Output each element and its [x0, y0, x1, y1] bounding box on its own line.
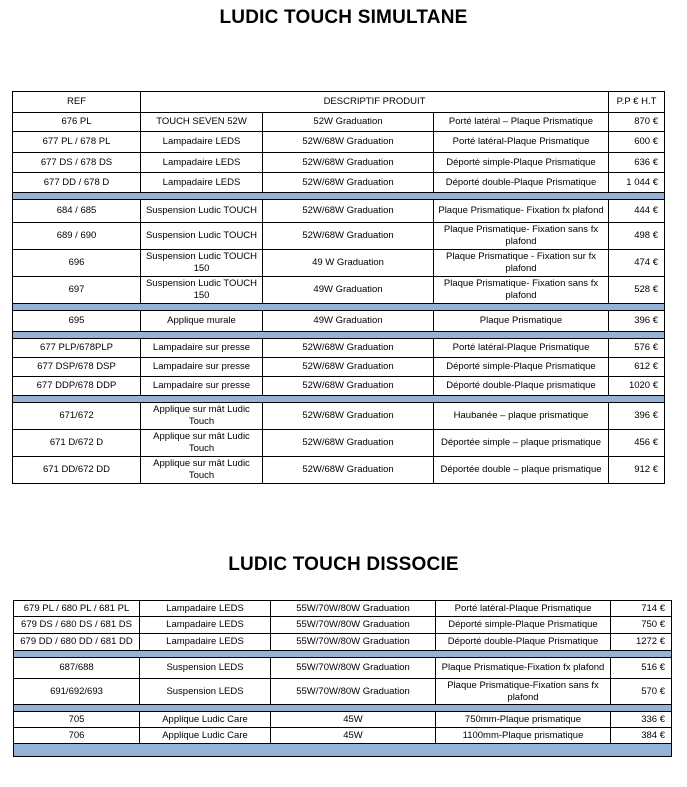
description-cell: 1100mm-Plaque prismatique [436, 728, 611, 744]
ref-cell: 671 DD/672 DD [13, 457, 141, 484]
ref-cell: 689 / 690 [13, 223, 141, 250]
header-price: P.P € H.T [609, 92, 665, 113]
separator-row [14, 744, 672, 757]
price-cell: 912 € [609, 457, 665, 484]
power-cell: 49W Graduation [263, 311, 434, 332]
power-cell: 52W/68W Graduation [263, 173, 434, 193]
ref-cell: 706 [14, 728, 140, 744]
description-cell: Haubanée – plaque prismatique [434, 403, 609, 430]
table-row [13, 200, 665, 223]
table-row [13, 277, 665, 304]
table-row [13, 153, 665, 173]
product-cell: Applique Ludic Care [140, 712, 271, 728]
table-header-row [13, 92, 665, 113]
ref-cell: 697 [13, 277, 141, 304]
power-cell: 55W/70W/80W Graduation [271, 617, 436, 634]
product-cell: TOUCH SEVEN 52W [141, 113, 263, 132]
power-cell: 49 W Graduation [263, 250, 434, 277]
price-cell: 444 € [609, 200, 665, 223]
table-row [14, 601, 672, 617]
product-cell: Lampadaire LEDS [140, 601, 271, 617]
price-cell: 336 € [611, 712, 672, 728]
product-cell: Suspension Ludic TOUCH [141, 223, 263, 250]
table-row [14, 617, 672, 634]
description-cell: Plaque Prismatique [434, 311, 609, 332]
ref-cell: 691/692/693 [14, 679, 140, 705]
description-cell: Plaque Prismatique-Fixation sans fx plafond [436, 679, 611, 705]
product-cell: Applique murale [141, 311, 263, 332]
power-cell: 45W [271, 712, 436, 728]
power-cell: 52W/68W Graduation [263, 153, 434, 173]
price-cell: 576 € [609, 339, 665, 358]
price-cell: 498 € [609, 223, 665, 250]
description-cell: Plaque Prismatique- Fixation fx plafond [434, 200, 609, 223]
power-cell: 52W/68W Graduation [263, 358, 434, 377]
power-cell: 55W/70W/80W Graduation [271, 601, 436, 617]
description-cell: Déportée simple – plaque prismatique [434, 430, 609, 457]
description-cell: Déporté simple-Plaque Prismatique [436, 617, 611, 634]
power-cell: 55W/70W/80W Graduation [271, 634, 436, 651]
header-ref: REF [13, 92, 141, 113]
ref-cell: 695 [13, 311, 141, 332]
table-row [14, 634, 672, 651]
table-row [14, 679, 672, 705]
header-descriptif: DESCRIPTIF PRODUIT [141, 92, 609, 113]
product-cell: Suspension LEDS [140, 658, 271, 679]
separator-row [13, 193, 665, 200]
description-cell: Plaque Prismatique-Fixation fx plafond [436, 658, 611, 679]
price-cell: 570 € [611, 679, 672, 705]
table-row [13, 311, 665, 332]
product-cell: Applique sur mât Ludic Touch [141, 403, 263, 430]
table-row [14, 712, 672, 728]
description-cell: Plaque Prismatique- Fixation sans fx plafond [434, 223, 609, 250]
product-cell: Lampadaire LEDS [141, 173, 263, 193]
description-cell: Déporté double-Plaque Prismatique [436, 634, 611, 651]
table-row [13, 377, 665, 396]
product-cell: Lampadaire LEDS [140, 617, 271, 634]
description-cell: Déporté double-Plaque prismatique [434, 377, 609, 396]
product-cell: Applique sur mât Ludic Touch [141, 430, 263, 457]
table-row [13, 250, 665, 277]
table-row [13, 430, 665, 457]
ref-cell: 679 DD / 680 DD / 681 DD [14, 634, 140, 651]
power-cell: 49W Graduation [263, 277, 434, 304]
price-cell: 870 € [609, 113, 665, 132]
table-row [13, 113, 665, 132]
separator-row [13, 396, 665, 403]
price-cell: 396 € [609, 311, 665, 332]
price-cell: 1 044 € [609, 173, 665, 193]
description-cell: Porté latéral – Plaque Prismatique [434, 113, 609, 132]
price-cell: 396 € [609, 403, 665, 430]
product-cell: Suspension Ludic TOUCH 150 [141, 277, 263, 304]
separator-row [14, 705, 672, 712]
power-cell: 52W Graduation [263, 113, 434, 132]
description-cell: Déporté simple-Plaque Prismatique [434, 358, 609, 377]
product-cell: Lampadaire sur presse [141, 377, 263, 396]
ref-cell: 705 [14, 712, 140, 728]
power-cell: 55W/70W/80W Graduation [271, 658, 436, 679]
price-cell: 528 € [609, 277, 665, 304]
ref-cell: 679 PL / 680 PL / 681 PL [14, 601, 140, 617]
price-table-dissocie [13, 600, 672, 757]
product-cell: Lampadaire LEDS [141, 132, 263, 153]
separator-row [14, 651, 672, 658]
table-row [13, 173, 665, 193]
ref-cell: 677 PLP/678PLP [13, 339, 141, 358]
table-row [13, 457, 665, 484]
table-row [14, 658, 672, 679]
ref-cell: 677 DS / 678 DS [13, 153, 141, 173]
price-cell: 636 € [609, 153, 665, 173]
ref-cell: 684 / 685 [13, 200, 141, 223]
price-cell: 714 € [611, 601, 672, 617]
price-cell: 1272 € [611, 634, 672, 651]
description-cell: Déporté double-Plaque Prismatique [434, 173, 609, 193]
ref-cell: 676 PL [13, 113, 141, 132]
power-cell: 52W/68W Graduation [263, 223, 434, 250]
ref-cell: 696 [13, 250, 141, 277]
description-cell: Déporté simple-Plaque Prismatique [434, 153, 609, 173]
product-cell: Suspension Ludic TOUCH 150 [141, 250, 263, 277]
product-cell: Applique Ludic Care [140, 728, 271, 744]
section-title-simultane: LUDIC TOUCH SIMULTANE [219, 7, 468, 28]
product-cell: Lampadaire sur presse [141, 358, 263, 377]
product-cell: Suspension LEDS [140, 679, 271, 705]
power-cell: 52W/68W Graduation [263, 377, 434, 396]
price-cell: 600 € [609, 132, 665, 153]
description-cell: Porté latéral-Plaque Prismatique [434, 339, 609, 358]
description-cell: Porté latéral-Plaque Prismatique [434, 132, 609, 153]
description-cell: Plaque Prismatique - Fixation sur fx plafond [434, 250, 609, 277]
power-cell: 45W [271, 728, 436, 744]
price-cell: 456 € [609, 430, 665, 457]
table-row [14, 728, 672, 744]
power-cell: 52W/68W Graduation [263, 132, 434, 153]
price-cell: 612 € [609, 358, 665, 377]
separator-row [13, 304, 665, 311]
table-row [13, 132, 665, 153]
table-row [13, 223, 665, 250]
ref-cell: 671 D/672 D [13, 430, 141, 457]
product-cell: Suspension Ludic TOUCH [141, 200, 263, 223]
power-cell: 52W/68W Graduation [263, 430, 434, 457]
ref-cell: 677 DSP/678 DSP [13, 358, 141, 377]
product-cell: Applique sur mât Ludic Touch [141, 457, 263, 484]
ref-cell: 677 DDP/678 DDP [13, 377, 141, 396]
power-cell: 52W/68W Graduation [263, 403, 434, 430]
product-cell: Lampadaire sur presse [141, 339, 263, 358]
power-cell: 55W/70W/80W Graduation [271, 679, 436, 705]
power-cell: 52W/68W Graduation [263, 339, 434, 358]
product-cell: Lampadaire LEDS [140, 634, 271, 651]
price-table-simultane [12, 91, 665, 484]
description-cell: Porté latéral-Plaque Prismatique [436, 601, 611, 617]
description-cell: Déportée double – plaque prismatique [434, 457, 609, 484]
power-cell: 52W/68W Graduation [263, 200, 434, 223]
ref-cell: 671/672 [13, 403, 141, 430]
table-row [13, 358, 665, 377]
price-cell: 516 € [611, 658, 672, 679]
product-cell: Lampadaire LEDS [141, 153, 263, 173]
price-cell: 750 € [611, 617, 672, 634]
table-row [13, 403, 665, 430]
power-cell: 52W/68W Graduation [263, 457, 434, 484]
price-cell: 384 € [611, 728, 672, 744]
description-cell: Plaque Prismatique- Fixation sans fx plafond [434, 277, 609, 304]
ref-cell: 687/688 [14, 658, 140, 679]
ref-cell: 679 DS / 680 DS / 681 DS [14, 617, 140, 634]
table-row [13, 339, 665, 358]
ref-cell: 677 DD / 678 D [13, 173, 141, 193]
price-cell: 474 € [609, 250, 665, 277]
description-cell: 750mm-Plaque prismatique [436, 712, 611, 728]
price-cell: 1020 € [609, 377, 665, 396]
separator-row [13, 332, 665, 339]
ref-cell: 677 PL / 678 PL [13, 132, 141, 153]
section-title-dissocie: LUDIC TOUCH DISSOCIE [228, 554, 459, 575]
